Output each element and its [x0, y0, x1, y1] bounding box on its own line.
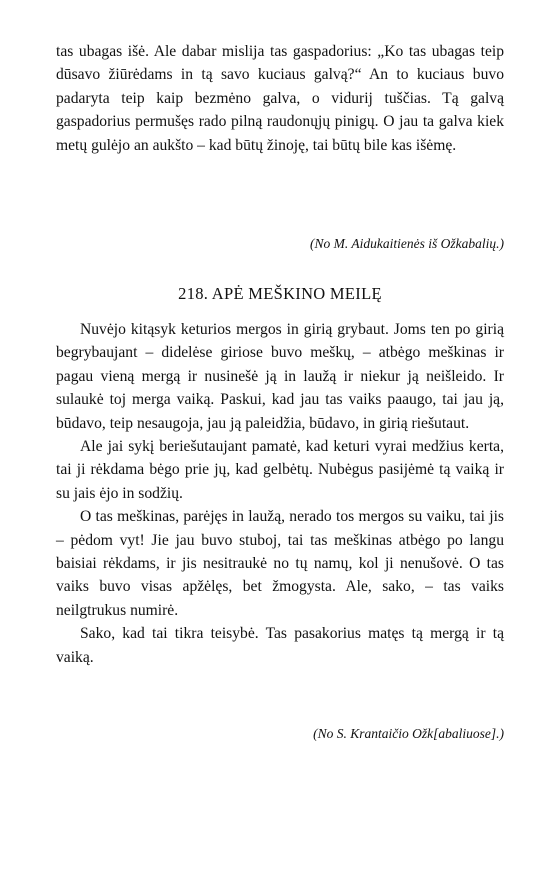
story-title: 218. APĖ MEŠKINO MEILĘ: [178, 284, 382, 303]
previous-story-text: [56, 40, 504, 157]
previous-story-attribution: (No M. Aidukaitienės iš Ožkabalių.): [310, 236, 504, 251]
story-paragraph: Nuvėjo kitąsyk keturios mergos in girią grybaut. Joms ten po girią begrybaujant – didelėse giriose buvo meškų, – atbėgo meškinas ir pagau vieną mergą ir nusinešė ją in laužą ir niekur ją neišleido. Ir sulaukė toj merga vaiką. Paskui, kad jau tas vaiks paaugo, tai jau ją, būdavo, teip nesaugoja, jau ją paleidžia, būdavo, in girią riešutaut.: [56, 321, 504, 432]
story-attribution: (No S. Krantaičio Ožk[abaliuose].): [313, 726, 504, 741]
previous-story-paragraph: tas ubagas išė. Ale dabar mislija tas gaspadorius: „Ko tas ubagas teip dūsavo žiūrėdams in tą savo kuciaus galvą?“ An to kuciaus buvo padaryta teip kaip bezmėno galva, o vidurij tuščias. Tą galvą gaspadorius permušęs rado pilną raudonųjų pinigų. O jau ta galva kiek metų gulėjo an aukšto – kad būtų žinoję, tai būtų bile kas išėmę.: [56, 43, 504, 154]
story-paragraph: O tas meškinas, parėjęs in laužą, nerado tos mergos su vaiku, tai jis – pėdom vyt! Jie jau buvo stuboj, tai tas meškinas atbėgo po langu baisiai rėkdams, ir jis nesitraukė no tų namų, kol ji nenušovė. O tas vaiks buvo visas apžėlęs, bet žmogysta. Ale, sako, – tas vaiks neilgtrukus numirė.: [56, 508, 504, 619]
story-paragraph: Ale jai sykį beriešutaujant pamatė, kad keturi vyrai medžius kerta, tai ji rėkdama bėgo prie jų, kad gelbėtų. Nubėgus pasijėmė tą vaiką ir su jais ėjo in sodžių.: [56, 438, 504, 502]
story-paragraph: Sako, kad tai tikra teisybė. Tas pasakorius matęs tą mergą ir tą vaiką.: [56, 625, 504, 666]
story-text: [56, 318, 504, 669]
